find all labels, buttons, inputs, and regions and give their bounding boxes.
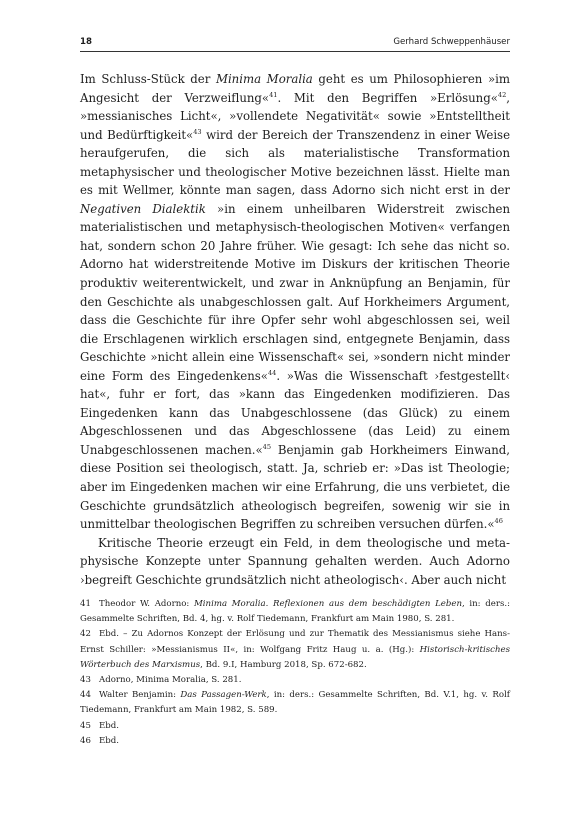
- footnote-title-italic: Historisch-kritisches Wörterbuch des Marxismus: [80, 644, 510, 670]
- footnote-number: 42: [80, 629, 91, 640]
- footnote-ref-44[interactable]: 44: [267, 368, 277, 377]
- footnote-46: [80, 734, 510, 749]
- running-header: [80, 37, 510, 52]
- footnote-title-italic: Das Passagen-Werk: [180, 690, 267, 701]
- text-run: . »Was die Wissenschaft ›festgestellt‹ hat«, fuhr er fort, das »kann das Eingedenken modifizieren. Das Eingedenken kann das Unabgeschlossene (das Glück) zu einem Abgeschlossenen und das Abgeschlossene (das Leid) zu einem Unabgeschlossenen machen.«: [80, 368, 511, 457]
- paragraph-1: [80, 70, 510, 534]
- text-run: . Mit den Begriffen »Erlösung«: [277, 90, 498, 105]
- footnote-title-italic: Minima Moralia. Reflexionen aus dem beschädigten Leben: [193, 599, 462, 609]
- footnote-45: [80, 719, 510, 734]
- text-run: Benjamin gab Horkheimers Einwand, diese Position sei theologisch, statt. Ja, schrieb er: »Das ist Theologie; aber im Eingedenken machen wir eine Erfahrung, die uns verbietet, die Geschichte grundsätzlich atheologisch begreifen, sowenig wir sie in unmittelbar theologischen Begriffen zu schreiben versuchen dürfen.«: [80, 442, 510, 532]
- book-title-italic: Minima Moralia: [215, 72, 313, 86]
- footnotes: [80, 597, 510, 749]
- page-number: 18: [80, 37, 92, 47]
- footnote-42: [80, 627, 510, 673]
- footnote-ref-41[interactable]: 41: [269, 90, 278, 99]
- paragraph-2: Kritische Theorie erzeugt ein Feld, in dem theologische und metaphysische Konzepte unter Spannung gehalten werden. Auch Adorno ›begreift Geschichte grundsätzlich nicht atheologisch‹. Aber auch nicht: [80, 535, 510, 587]
- footnote-text: Walter Benjamin:: [99, 690, 181, 701]
- footnote-ref-45[interactable]: 45: [262, 442, 272, 451]
- footnote-number: 46: [80, 735, 91, 746]
- footnote-number: 41: [80, 599, 91, 609]
- text-run: Im Schluss-Stück der: [80, 72, 216, 86]
- footnote-number: 44: [80, 690, 91, 701]
- footnote-text: Adorno, Minima Moralia, S. 281.: [99, 675, 242, 686]
- footnote-ref-42[interactable]: 42: [497, 90, 507, 99]
- footnote-number: 43: [80, 675, 91, 686]
- footnote-number: 45: [80, 720, 91, 731]
- footnote-44: [80, 688, 510, 718]
- footnote-text: Ebd. – Zu Adornos Konzept der Erlösung und zur Thematik des Messianismus siehe Hans-Ernst Schiller: »Messianismus II«, in: Wolfgang Fritz Haug u. a. (Hg.):: [80, 629, 510, 655]
- footnote-text: , in: ders.: Gesammelte Schriften, Bd. 4, hg. v. Rolf Tiedemann, Frankfurt am Main 1980, S. 281.: [80, 599, 510, 625]
- text-run: wird der Bereich der Transzendenz in einer Weise heraufgerufen, die sich als materialistische Transformation metaphysischer und theologischer Motive bezeichnen lässt. Hielte man es mit Wellmer, könnte man sagen, dass Adorno sich nicht erst in der: [80, 127, 511, 198]
- book-title-italic: Negativen Dialektik: [80, 201, 206, 216]
- footnote-text: Ebd.: [99, 735, 120, 746]
- footnote-ref-46[interactable]: 46: [494, 517, 503, 526]
- footnote-text: Theodor W. Adorno:: [99, 599, 194, 609]
- footnote-text: , Bd. 9.I, Hamburg 2018, Sp. 672-682.: [200, 659, 367, 670]
- text-run: »in einem unheilbaren Widerstreit zwischen materialistischen und metaphysisch-theologischen Motiven« verfangen hat, sondern schon 20 Jahre früher. Wie gesagt: Ich sehe das nicht so. Adorno hat widerstreitende Motive im Diskurs der kritischen Theorie produktiv weiterentwickelt, und zwar in Anknüpfung an Benjamin, für den Geschichte als unabgeschlossen galt. Auf Horkheimers Argument, dass die Geschichte für ihre Opfer sehr wohl abgeschlossen sei, weil die Erschlagenen wirklich erschlagen sind, entgegnete Benjamin, dass Geschichte »nicht allein eine Wissenschaft« sei, »sondern nicht minder eine Form des Eingedenkens«: [80, 201, 510, 383]
- text-run: geht es um Philosophieren »im Angesicht der Verzweiflung«: [80, 72, 510, 105]
- footnote-41: [80, 597, 510, 627]
- footnote-text: , in: ders.: Gesammelte Schriften, Bd. V.1, hg. v. Rolf Tiedemann, Frankfurt am Main 1982, S. 589.: [80, 690, 510, 716]
- footnote-ref-43[interactable]: 43: [193, 127, 202, 136]
- footnote-43: [80, 673, 510, 688]
- footnote-text: Ebd.: [99, 720, 120, 731]
- main-text: [80, 70, 510, 589]
- running-head-author: Gerhard Schweppenhäuser: [393, 37, 510, 47]
- text-run: , »messianisches Licht«, »vollendete Negativität« sowie »Entstelltheit und Bedürftigkeit«: [80, 90, 510, 142]
